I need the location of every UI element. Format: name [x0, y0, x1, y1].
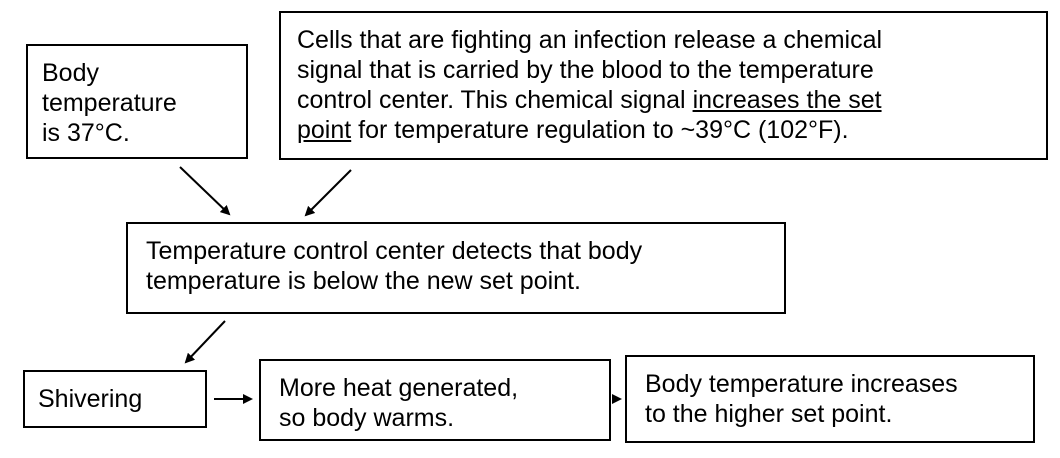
shivering-box	[23, 370, 207, 428]
point-underlined: point	[297, 116, 352, 144]
chemical-signal-line-1: Cells that are fighting an infection release a chemical	[297, 26, 883, 54]
chemical-signal-line-4	[297, 115, 1046, 145]
heat-generated-line-1: More heat generated,	[279, 374, 519, 402]
body-temperature-box	[26, 44, 248, 159]
control-center-box	[126, 222, 786, 314]
chemical-signal-line-4-text: for temperature regulation to ~39°C (102°F).	[351, 116, 849, 144]
heat-generated-line-2: so body warms.	[279, 404, 455, 432]
chemical-signal-line-3-text: control center. This chemical signal	[297, 86, 693, 114]
body-temp-line-3: is 37°C.	[42, 119, 130, 147]
increases-set-point-underlined: increases the set	[692, 86, 882, 114]
control-center-line-2: temperature is below the new set point.	[146, 267, 581, 295]
heat-generated-box	[259, 359, 611, 441]
temperature-increases-box	[625, 355, 1035, 443]
chemical-signal-line-3	[297, 85, 1046, 115]
arrow-control-to-shivering	[186, 321, 225, 362]
control-center-line-1: Temperature control center detects that body	[146, 237, 643, 265]
temp-increases-line-2: to the higher set point.	[645, 400, 893, 428]
body-temp-line-1: Body	[42, 59, 99, 87]
arrow-chemical-to-control	[306, 170, 351, 215]
chemical-signal-box	[279, 11, 1048, 160]
arrow-body-temp-to-control	[180, 167, 229, 214]
temp-increases-line-1: Body temperature increases	[645, 370, 958, 398]
shivering-label: Shivering	[38, 385, 143, 413]
chemical-signal-line-2: signal that is carried by the blood to the temperature	[297, 56, 874, 84]
body-temp-line-2: temperature	[42, 89, 177, 117]
